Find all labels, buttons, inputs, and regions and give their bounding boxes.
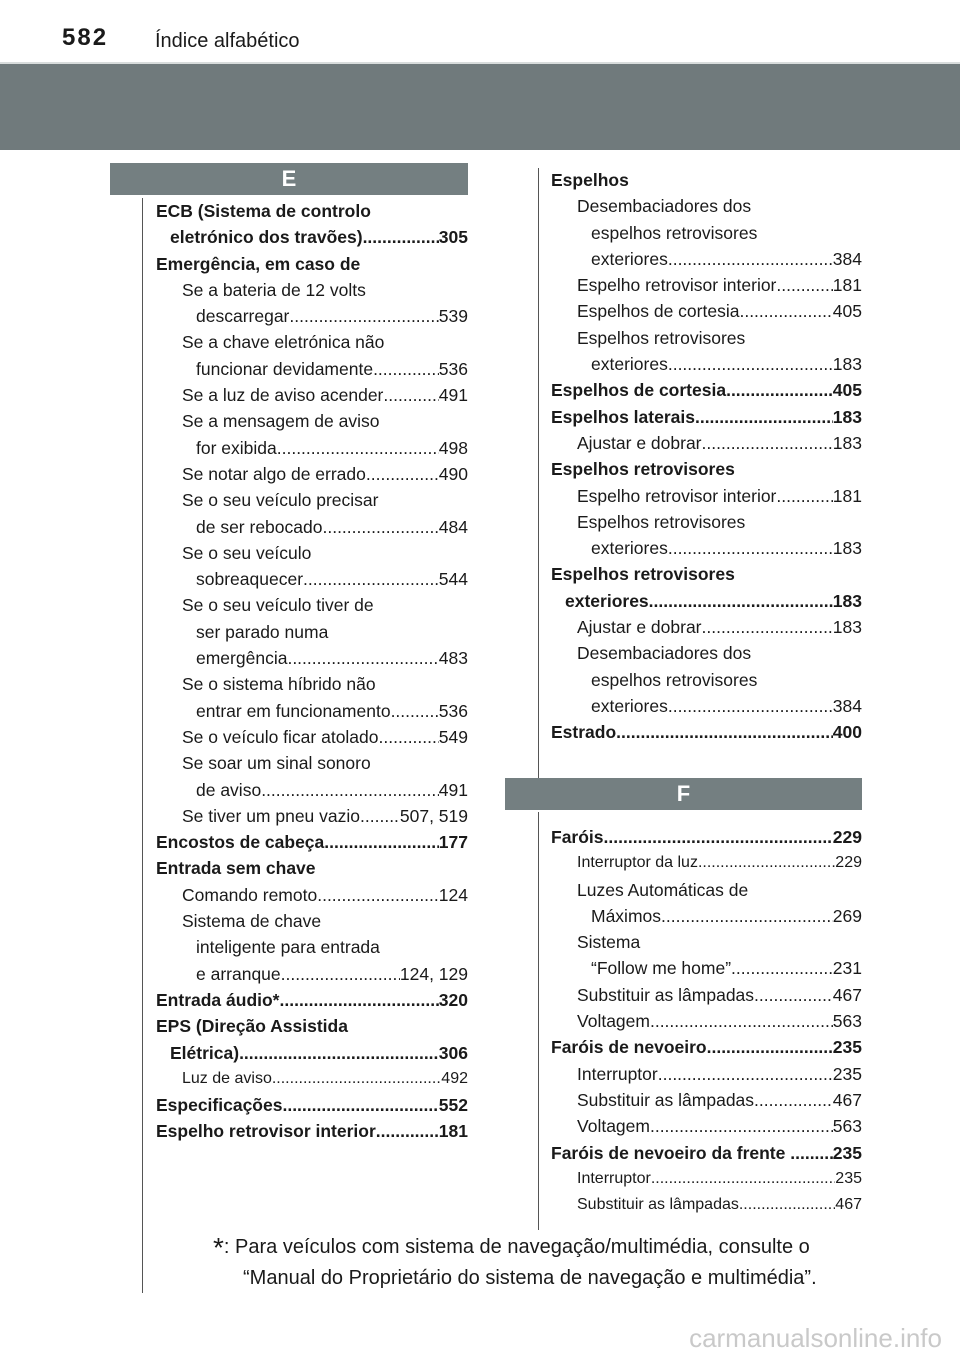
index-entry-label: de aviso (196, 779, 262, 800)
leader-dots (731, 955, 833, 981)
leader-dots (754, 1087, 833, 1113)
leader-dots (661, 903, 833, 929)
index-entry-label: Se a chave eletrónica não (182, 332, 385, 353)
index-entry (551, 719, 862, 745)
index-entry-page: 467 (832, 984, 862, 1005)
index-entry (156, 619, 468, 645)
leader-dots (668, 535, 833, 561)
index-entry-label: eletrónico dos travões) (170, 227, 363, 248)
index-entry (551, 955, 862, 981)
leader-dots (695, 404, 833, 430)
leader-dots (360, 803, 400, 829)
index-entry-label: Comando remoto (182, 884, 318, 905)
index-entry-label: Desembaciadores dos (577, 196, 752, 217)
index-entry (551, 377, 862, 403)
index-entry (551, 1008, 862, 1034)
index-entry-label: ser parado numa (196, 621, 329, 642)
index-entry-page: 183 (832, 538, 862, 559)
leader-dots (324, 829, 439, 855)
leader-dots (280, 987, 439, 1013)
index-entry (551, 456, 862, 482)
index-entry-label: Interruptor (577, 1169, 651, 1187)
index-column-right-f (551, 824, 862, 1218)
index-entry-label: de ser rebocado (196, 516, 323, 537)
index-entry-label: Sistema (577, 932, 641, 953)
index-entry-label: Espelhos retrovisores (551, 459, 735, 480)
leader-dots (366, 461, 439, 487)
footnote (213, 1232, 913, 1293)
index-entry-label: exteriores (591, 354, 668, 375)
index-entry-label: inteligente para entrada (196, 937, 380, 958)
index-entry-label: Luz de aviso (182, 1069, 272, 1087)
index-entry-page: 490 (438, 463, 468, 484)
index-entry-page: 177 (438, 832, 468, 853)
index-entry (156, 251, 468, 277)
index-entry-page: 235 (832, 1037, 862, 1058)
leader-dots (391, 698, 439, 724)
header-band (0, 64, 960, 150)
leader-dots (702, 430, 833, 456)
index-entry (551, 588, 862, 614)
index-entry (156, 671, 468, 697)
index-entry-page: 536 (438, 358, 468, 379)
index-entry-page: 181 (438, 1121, 468, 1142)
index-entry (156, 698, 468, 724)
index-entry (156, 277, 468, 303)
index-entry-page: 181 (832, 485, 862, 506)
index-entry (551, 982, 862, 1008)
index-entry (551, 877, 862, 903)
index-entry (551, 325, 862, 351)
index-entry-label: Voltagem (577, 1116, 650, 1137)
index-entry-label: Espelhos de cortesia (577, 301, 740, 322)
index-entry (551, 298, 862, 324)
center-rule-top (538, 168, 539, 780)
index-entry (156, 224, 468, 250)
index-entry-label: Entrada sem chave (156, 858, 316, 879)
leader-dots (702, 614, 833, 640)
index-entry (551, 167, 862, 193)
leader-dots (776, 272, 832, 298)
index-entry (551, 614, 862, 640)
footnote-line-2: “Manual do Proprietário do sistema de navegação e multimédia”. (243, 1267, 817, 1289)
index-entry (156, 1118, 468, 1144)
index-entry-label: entrar em funcionamento (196, 700, 391, 721)
leader-dots (650, 1113, 833, 1139)
index-entry-label: exteriores (591, 538, 668, 559)
index-entry (551, 1061, 862, 1087)
watermark: carmanualsonline.info (689, 1323, 942, 1353)
index-entry-label: Se o sistema híbrido não (182, 674, 376, 695)
index-entry-label: Se o seu veículo (182, 542, 312, 563)
index-entry-page: 183 (832, 432, 862, 453)
index-entry-page: 231 (832, 958, 862, 979)
index-entry (156, 961, 468, 987)
index-entry (551, 246, 862, 272)
index-entry (551, 850, 862, 876)
index-entry-label: Espelhos retrovisores (577, 327, 746, 348)
index-entry-page: 183 (832, 617, 862, 638)
index-entry-page: 498 (438, 437, 468, 458)
index-entry-label: descarregar (196, 306, 290, 327)
leader-dots (261, 777, 439, 803)
index-entry-page: 544 (438, 569, 468, 590)
index-entry-page: 183 (832, 590, 862, 611)
index-entry (156, 803, 468, 829)
index-entry (551, 404, 862, 430)
index-entry (156, 987, 468, 1013)
index-entry (551, 640, 862, 666)
index-entry-label: exteriores (591, 248, 668, 269)
index-entry-page: 507, 519 (399, 805, 468, 826)
index-entry (156, 724, 468, 750)
index-entry-page: 384 (832, 695, 862, 716)
index-entry-page: 229 (835, 854, 862, 872)
index-entry (156, 750, 468, 776)
index-entry (156, 514, 468, 540)
index-entry-label: “Follow me home” (591, 958, 732, 979)
index-entry-label: emergência (196, 648, 288, 669)
index-entry (551, 667, 862, 693)
index-entry-label: Elétrica) (170, 1042, 240, 1063)
index-entry-label: EPS (Direção Assistida (156, 1016, 348, 1037)
index-entry (551, 929, 862, 955)
index-entry-label: Voltagem (577, 1011, 650, 1032)
leader-dots (239, 1040, 439, 1066)
index-entry-page: 405 (832, 380, 862, 401)
index-entry-label: ECB (Sistema de controlo (156, 201, 371, 221)
index-entry-label: espelhos retrovisores (591, 669, 758, 690)
index-entry (551, 1113, 862, 1139)
leader-dots (277, 435, 439, 461)
index-entry (551, 903, 862, 929)
index-entry (551, 351, 862, 377)
leader-dots (379, 724, 439, 750)
index-entry (156, 487, 468, 513)
index-entry-page: 467 (835, 1196, 862, 1214)
leader-dots (604, 824, 833, 850)
index-entry-label: sobreaquecer (196, 569, 304, 590)
index-entry (156, 198, 468, 224)
leader-dots (282, 1092, 438, 1118)
index-entry-label: espelhos retrovisores (591, 222, 758, 243)
index-entry (156, 461, 468, 487)
index-entry-page: 235 (832, 1063, 862, 1084)
section-header-e: E (110, 163, 468, 195)
index-entry-page: 484 (438, 516, 468, 537)
index-entry-page: 320 (438, 989, 468, 1010)
leader-dots (376, 1118, 439, 1144)
index-entry-label: Máximos (591, 905, 662, 926)
index-entry (156, 382, 468, 408)
index-entry (551, 483, 862, 509)
index-entry-page: 483 (438, 648, 468, 669)
index-entry-label: Luzes Automáticas de (577, 879, 749, 900)
index-entry (156, 540, 468, 566)
index-entry-page: 235 (832, 1142, 862, 1163)
index-entry (551, 1166, 862, 1192)
index-entry-label: Entrada áudio* (156, 989, 280, 1010)
index-entry-label: Interruptor (577, 1063, 658, 1084)
index-entry (551, 535, 862, 561)
index-entry-label: Substituir as lâmpadas (577, 984, 755, 1005)
index-entry (551, 1192, 862, 1218)
leader-dots (363, 224, 439, 250)
index-entry (156, 435, 468, 461)
index-entry (156, 408, 468, 434)
leader-dots (739, 1192, 835, 1218)
leader-dots (726, 377, 833, 403)
leader-dots (698, 850, 835, 876)
leader-dots (658, 1061, 833, 1087)
index-entry-page: 269 (832, 905, 862, 926)
index-entry-label: Ajustar e dobrar (577, 432, 702, 453)
index-entry (156, 1040, 468, 1066)
index-entry (156, 303, 468, 329)
index-entry-label: exteriores (591, 695, 668, 716)
index-entry-label: Emergência, em caso de (156, 253, 361, 274)
center-rule-bottom (538, 812, 539, 1230)
index-entry (551, 824, 862, 850)
index-entry (156, 855, 468, 881)
index-entry-page: 181 (832, 275, 862, 296)
index-entry-label: Sistema de chave (182, 911, 322, 932)
leader-dots (650, 1008, 833, 1034)
index-entry-label: Espelhos (551, 170, 629, 190)
index-entry-page: 400 (832, 722, 862, 743)
index-entry-page: 124 (438, 884, 468, 905)
leader-dots (651, 1166, 835, 1192)
index-entry-label: Se o seu veículo precisar (182, 490, 379, 511)
page-title: Índice alfabético (155, 30, 300, 52)
leader-dots (649, 588, 833, 614)
index-entry-label: funcionar devidamente (196, 358, 374, 379)
index-entry-page: 491 (438, 779, 468, 800)
index-entry (551, 1087, 862, 1113)
leader-dots (776, 483, 832, 509)
index-entry (551, 430, 862, 456)
index-entry-page: 467 (832, 1089, 862, 1110)
leader-dots (616, 719, 833, 745)
index-entry-page: 491 (438, 385, 468, 406)
index-entry-page: 124, 129 (399, 963, 468, 984)
leader-dots (272, 1066, 441, 1092)
index-entry (156, 934, 468, 960)
index-entry (551, 220, 862, 246)
leader-dots (289, 303, 438, 329)
index-entry (156, 592, 468, 618)
index-entry-page: 306 (438, 1042, 468, 1063)
index-entry-label: Se o seu veículo tiver de (182, 595, 374, 616)
index-entry-label: Espelho retrovisor interior (156, 1121, 376, 1142)
index-entry-label: Substituir as lâmpadas (577, 1196, 739, 1214)
index-entry-label: Se notar algo de errado (182, 463, 366, 484)
index-entry-label: Se a bateria de 12 volts (182, 279, 366, 300)
index-entry (156, 1013, 468, 1039)
index-entry (551, 1034, 862, 1060)
index-entry-page: 552 (438, 1095, 468, 1116)
section-header-f: F (505, 778, 862, 810)
left-margin-rule (142, 198, 143, 1293)
index-entry (551, 193, 862, 219)
footnote-line-1: : Para veículos com sistema de navegação/multimédia, consulte o (223, 1236, 810, 1258)
index-entry (551, 272, 862, 298)
leader-dots (322, 514, 438, 540)
index-entry-page: 305 (438, 227, 468, 248)
index-entry (551, 693, 862, 719)
index-entry-page: 384 (832, 248, 862, 269)
leader-dots (668, 693, 833, 719)
index-entry (156, 329, 468, 355)
index-entry-label: Interruptor da luz (577, 854, 698, 872)
index-column-left (156, 198, 468, 1145)
index-entry-label: Encostos de cabeça (156, 832, 325, 853)
index-entry (156, 829, 468, 855)
index-entry-page: 549 (438, 726, 468, 747)
index-entry-label: for exibida (196, 437, 277, 458)
index-entry-page: 405 (832, 301, 862, 322)
index-entry-page: 235 (835, 1169, 862, 1187)
index-entry-label: Desembaciadores dos (577, 643, 752, 664)
leader-dots (281, 961, 400, 987)
index-entry-label: exteriores (565, 590, 649, 611)
index-entry-label: Se a mensagem de aviso (182, 411, 380, 432)
footnote-star: * (213, 1232, 224, 1263)
index-entry (156, 645, 468, 671)
leader-dots (800, 1140, 833, 1166)
index-entry (551, 509, 862, 535)
leader-dots (303, 566, 439, 592)
index-entry-label: Se a luz de aviso acender (182, 385, 384, 406)
index-entry-page: 536 (438, 700, 468, 721)
index-entry-label: Espelhos de cortesia (551, 380, 727, 401)
index-entry-label: Se tiver um pneu vazio (182, 805, 361, 826)
index-entry-page: 183 (832, 406, 862, 427)
index-entry-label: Espelho retrovisor interior (577, 485, 777, 506)
index-entry-label: Substituir as lâmpadas (577, 1089, 755, 1110)
index-entry (156, 777, 468, 803)
index-entry-label: Se o veículo ficar atolado (182, 726, 379, 747)
leader-dots (668, 351, 833, 377)
index-entry-label: Espelhos retrovisores (551, 564, 735, 585)
index-entry (551, 1140, 862, 1166)
index-entry-label: Ajustar e dobrar (577, 617, 702, 638)
header-bar (0, 0, 960, 64)
index-entry-label: Espelhos laterais (551, 406, 695, 427)
index-entry (156, 1066, 468, 1092)
index-entry-page: 229 (832, 827, 862, 847)
index-entry (156, 356, 468, 382)
index-entry-label: Especificações (156, 1095, 283, 1116)
index-entry-label: Faróis (551, 827, 604, 847)
leader-dots (707, 1034, 833, 1060)
leader-dots (373, 356, 439, 382)
index-entry-label: Faróis de nevoeiro da frente .. (551, 1142, 800, 1163)
leader-dots (668, 246, 833, 272)
leader-dots (287, 645, 438, 671)
index-entry-label: Faróis de nevoeiro (551, 1037, 707, 1058)
index-entry (156, 882, 468, 908)
leader-dots (317, 882, 439, 908)
index-column-right-e (551, 167, 862, 746)
leader-dots (754, 982, 833, 1008)
index-entry (156, 566, 468, 592)
page-number: 582 (62, 24, 109, 51)
index-entry-page: 492 (441, 1069, 468, 1087)
index-entry-label: e arranque (196, 963, 281, 984)
index-entry (156, 1092, 468, 1118)
index-entry-page: 183 (832, 354, 862, 375)
leader-dots (739, 298, 832, 324)
index-entry-label: Se soar um sinal sonoro (182, 753, 371, 774)
index-entry-label: Espelhos retrovisores (577, 511, 746, 532)
index-entry-page: 563 (832, 1011, 862, 1032)
leader-dots (383, 382, 438, 408)
index-entry-page: 539 (438, 306, 468, 327)
index-entry-label: Estrado (551, 722, 617, 743)
index-entry-label: Espelho retrovisor interior (577, 275, 777, 296)
index-entry (156, 908, 468, 934)
index-entry-page: 563 (832, 1116, 862, 1137)
index-entry (551, 561, 862, 587)
